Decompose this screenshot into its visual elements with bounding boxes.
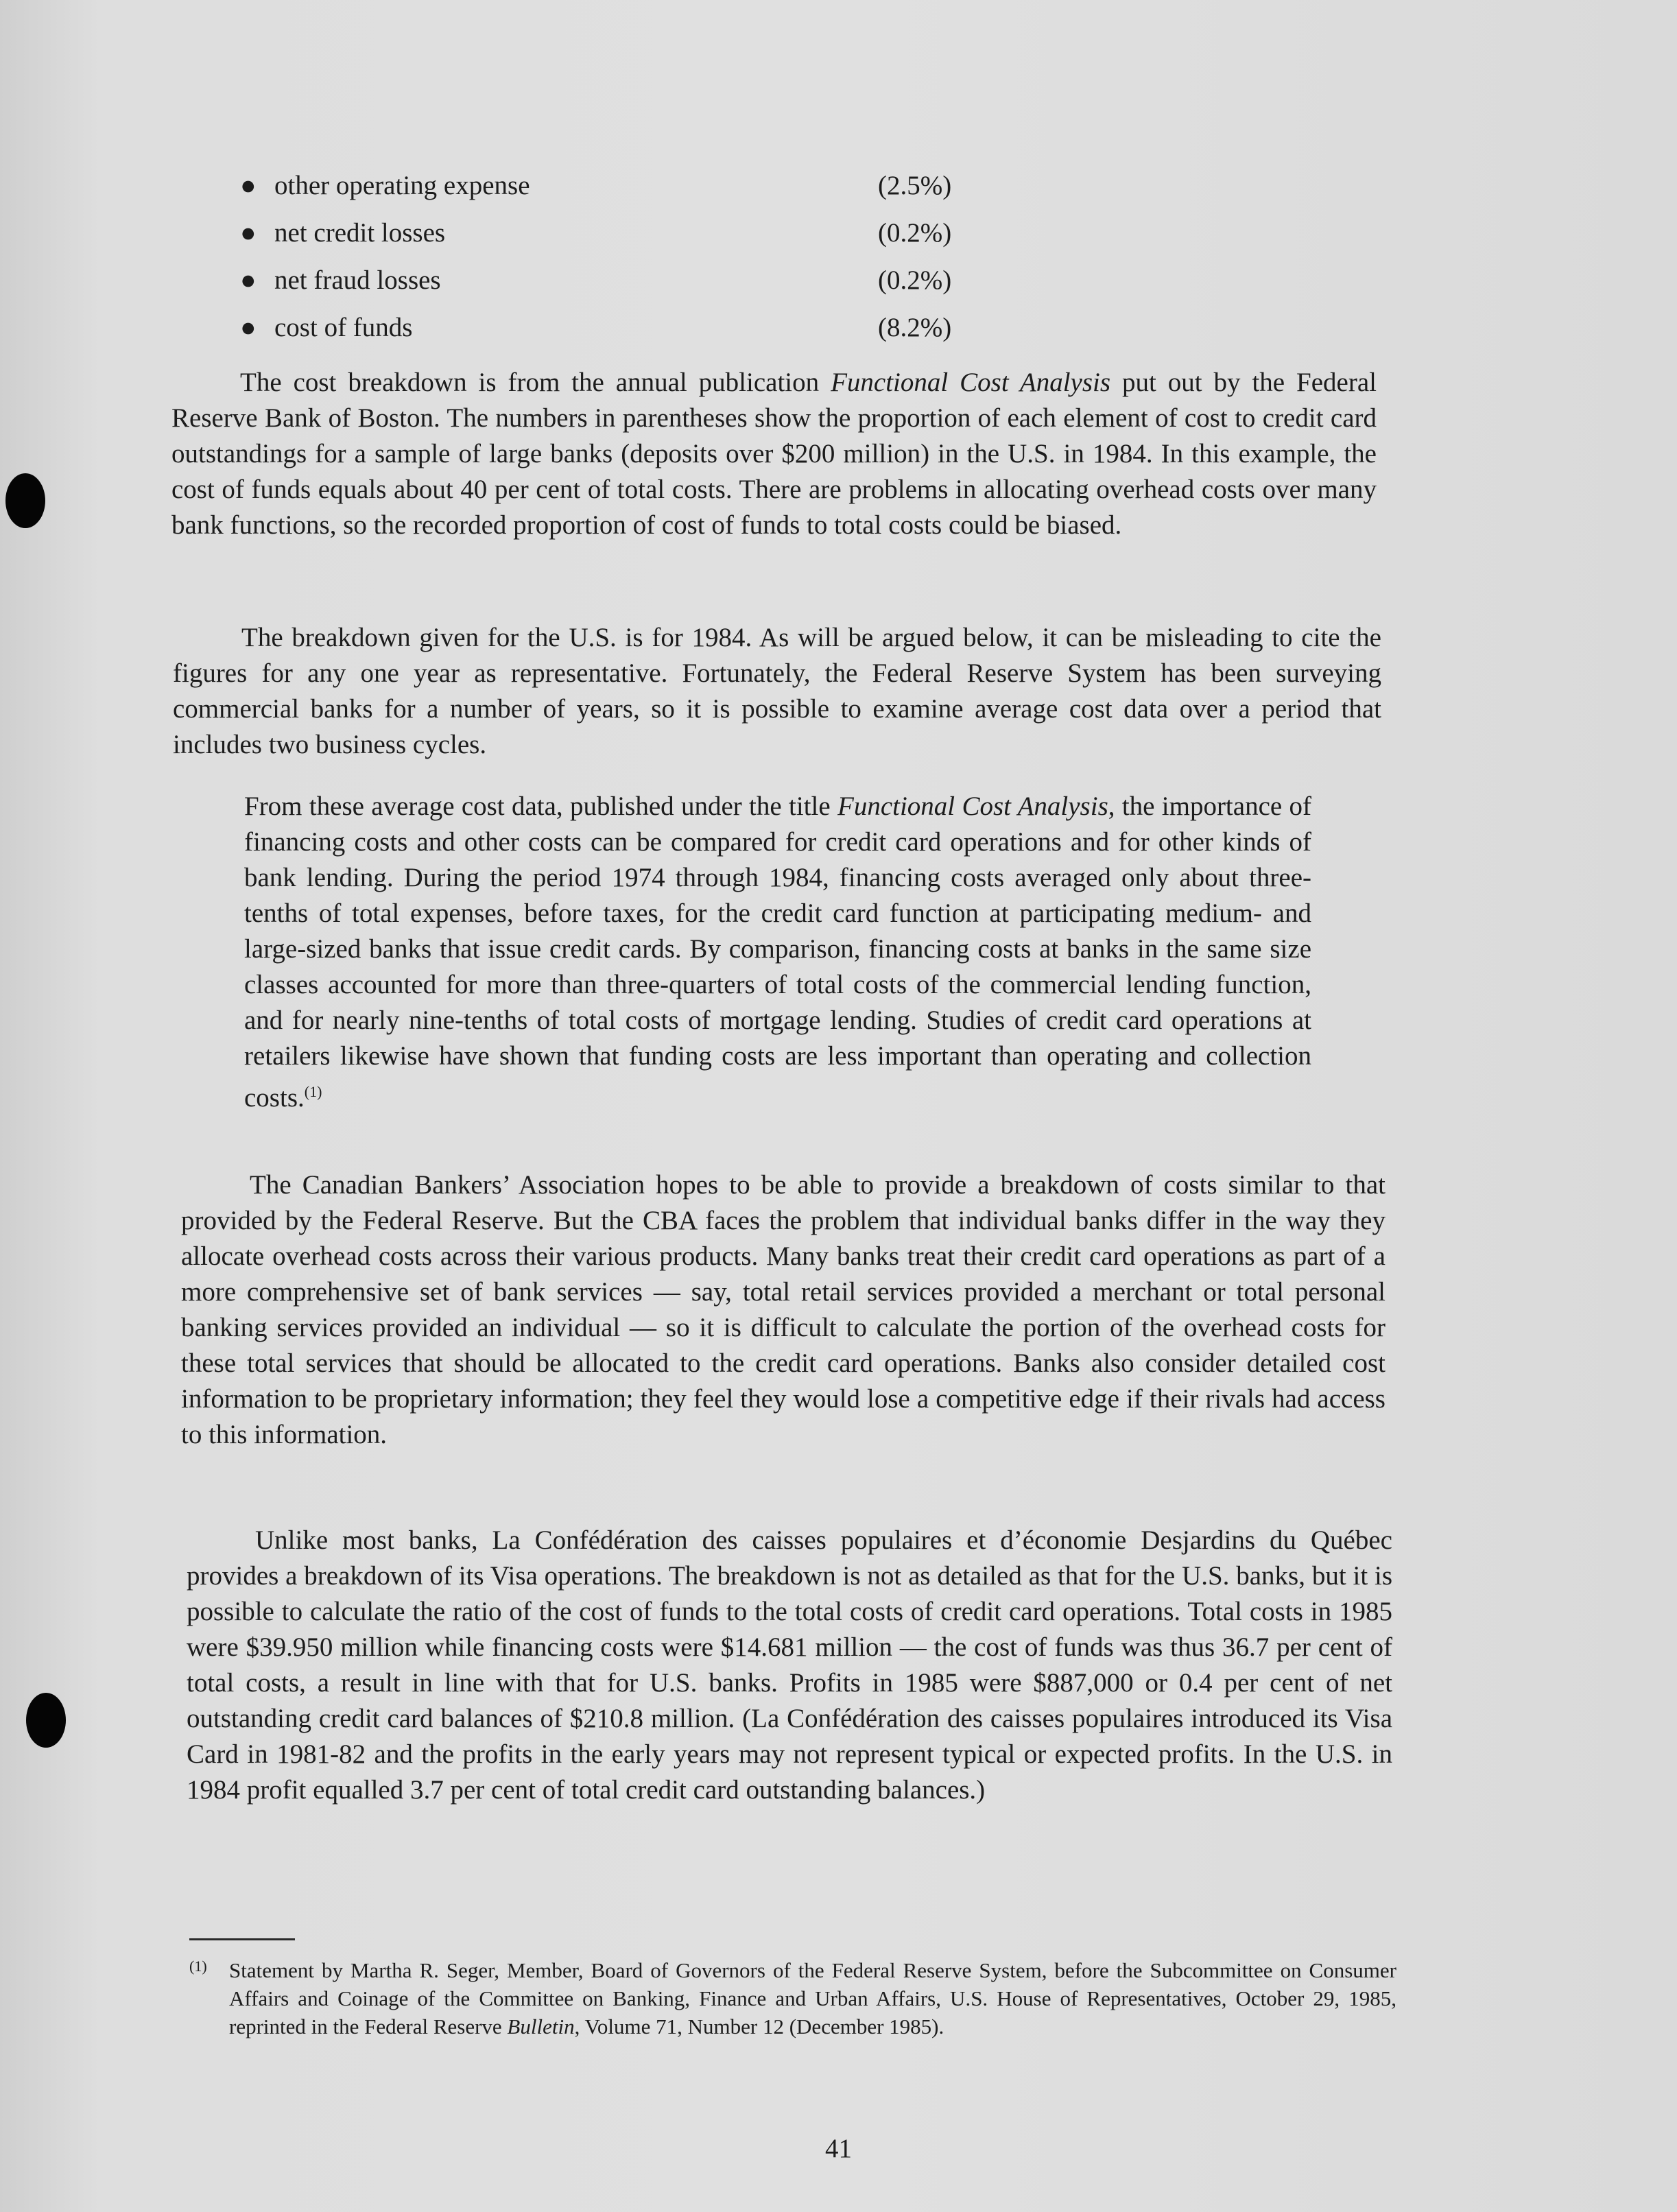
bullet-icon: ●: [240, 265, 257, 295]
publication-title: Functional Cost Analysis: [831, 368, 1111, 397]
punch-hole-bottom: [26, 1693, 66, 1748]
paragraph-1984-breakdown: The breakdown given for the U.S. is for 1984. As will be argued below, it can be misleading to cite the figures for any one year as representative. Fortunately, the Federal Reserve System has been surveying commercial banks for a number of years, so it is possible to examine average cost data over a period that includes two business cycles.: [173, 623, 1381, 759]
cost-breakdown-list: [233, 162, 988, 351]
list-item: [233, 304, 988, 351]
cost-item-label: cost of funds: [274, 313, 413, 342]
cost-item-label: net fraud losses: [274, 265, 441, 295]
footnote-marker: (1): [189, 1958, 207, 1975]
paragraph-desjardins: Unlike most banks, La Confédération des caisses populaires et d’économie Desjardins du Québec provides a breakdown of its Visa operations. The breakdown is not as detailed as that for the U.S. banks, but it is possible to calculate the ratio of the cost of funds to the total costs of credit card operations. Total costs in 1985 were $39.950 million while financing costs were $14.681 million — the cost of funds was thus 36.7 per cent of total costs, a result in line with that for U.S. banks. Profits in 1985 were $887,000 or 0.4 per cent of net outstanding credit card balances of $210.8 million. (La Confédération des caisses populaires introduced its Visa Card in 1981-82 and the profits in the early years may not represent typical or expected profits. In the U.S. in 1984 profit equalled 3.7 per cent of total credit card outstanding balances.): [187, 1525, 1392, 1805]
page-number: 41: [825, 2134, 852, 2163]
bulletin-title: Bulletin: [507, 2014, 575, 2038]
punch-hole-top: [5, 473, 45, 528]
list-item: [233, 209, 988, 257]
cost-item-value: (2.5%): [878, 171, 952, 200]
cost-item-label: other operating expense: [274, 171, 530, 200]
cost-item-label: net credit losses: [274, 218, 446, 248]
cost-item-value: (8.2%): [878, 313, 952, 342]
bullet-icon: ●: [240, 313, 257, 342]
footnote-divider: [189, 1938, 295, 1940]
footnote-reference: (1): [304, 1083, 322, 1100]
bullet-icon: ●: [240, 171, 257, 200]
publication-title: Functional Cost Analysis: [837, 792, 1108, 821]
block-quote: From these average cost data, published under the title Functional Cost Analysis, the importance of financing costs and other costs can be compared for credit card operations and for other kinds of bank lending. During the period 1974 through 1984, financing costs averaged only about three-tenths of total expenses, before taxes, for the credit card function at participating medium- and large-sized banks that issue credit cards. By comparison, financing costs at banks in the same size classes accounted for more than three-quarters of total costs of the commercial lending function, and for nearly nine-tenths of total costs of mortgage lending. Studies of credit card operations at retailers likewise have shown that funding costs are less important than operating and collection costs.$^{(1)}$: [244, 792, 1312, 1113]
cost-item-value: (0.2%): [878, 218, 952, 248]
list-item: [233, 162, 988, 209]
paragraph-cost-breakdown-source: The cost breakdown is from the annual publication Functional Cost Analysis put out by the Federal Reserve Bank of Boston. The numbers in parentheses show the proportion of each element of cost to credit card outstandings for a sample of large banks (deposits over $200 million) in the U.S. in 1984. In this example, the cost of funds equals about 40 per cent of total costs. There are problems in allocating overhead costs over many bank functions, so the recorded proportion of cost of funds to total costs could be biased.: [171, 368, 1377, 540]
list-item: [233, 257, 988, 304]
cost-item-value: (0.2%): [878, 265, 952, 295]
footnote: (1) Statement by Martha R. Seger, Member, Board of Governors of the Federal Reserve System, before the Subcommittee on Consumer Affairs and Coinage of the Committee on Banking, Finance and Urban Affairs, U.S. House of Representatives, October 29, 1985, reprinted in the Federal Reserve Bulletin, Volume 71, Number 12 (December 1985).: [189, 1956, 1396, 2041]
paragraph-cba: The Canadian Bankers’ Association hopes to be able to provide a breakdown of costs similar to that provided by the Federal Reserve. But the CBA faces the problem that individual banks differ in the way they allocate overhead costs across their various products. Many banks treat their credit card operations as part of a more comprehensive set of bank services — say, total retail services provided a merchant or total personal banking services provided an individual — so it is difficult to calculate the portion of the overhead costs for these total services that should be allocated to the credit card operations. Banks also consider detailed cost information to be proprietary information; they feel they would lose a competitive edge if their rivals had access to this information.: [181, 1170, 1385, 1449]
bullet-icon: ●: [240, 218, 257, 248]
